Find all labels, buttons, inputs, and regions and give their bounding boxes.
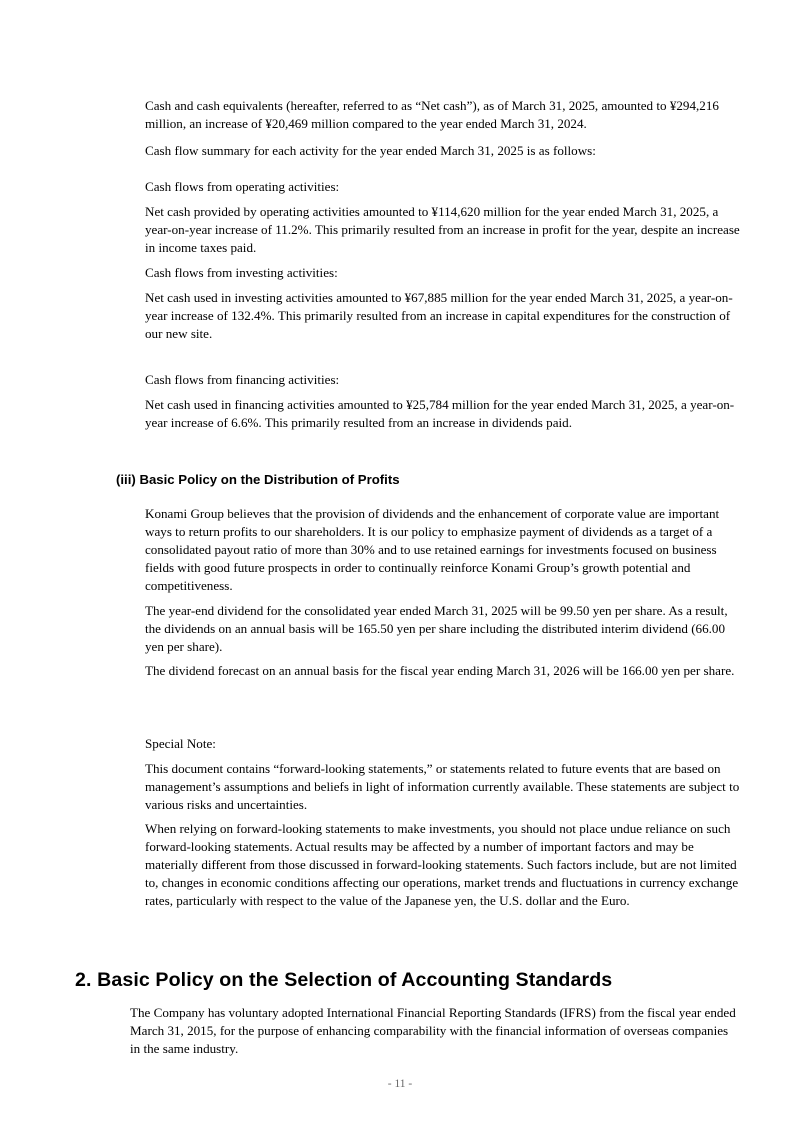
accounting-standards-paragraph: The Company has voluntary adopted International Financial Reporting Standards (IFRS) from the fiscal year ended March 31, 2015, for the purpose of enhancing comparability with the financial information of overseas companies in the same industry. xyxy=(130,1005,736,1056)
cash-flow-summary-intro: Cash flow summary for each activity for the year ended March 31, 2025 is as follows: xyxy=(145,143,596,158)
special-note-heading: Special Note: xyxy=(145,736,216,751)
net-cash-paragraph: Cash and cash equivalents (hereafter, referred to as “Net cash”), as of March 31, 2025, amounted to ¥294,216 million, an increase of ¥20,469 million compared to the year ended March 31, 2024. xyxy=(145,98,719,131)
investing-activities-heading: Cash flows from investing activities: xyxy=(145,265,338,280)
financing-activities-body: Net cash used in financing activities amounted to ¥25,784 million for the year ended March 31, 2025, a year-on-year increase of 6.6%. This primarily resulted from an increase in dividends paid. xyxy=(145,397,735,430)
special-note-paragraph-2: When relying on forward-looking statements to make investments, you should not place undue reliance on such forward-looking statements. Actual results may be affected by a number of important factors and may be materially different from those discussed in forward-looking statements. Such factors include, but are not limited to, changes in economic conditions affecting our operations, market trends and fluctuations in currency exchange rates, particularly with respect to the value of the Japanese yen, the U.S. dollar and the Euro. xyxy=(145,821,739,908)
dividend-forecast-paragraph: The dividend forecast on an annual basis for the fiscal year ending March 31, 2026 will be 166.00 yen per share. xyxy=(145,663,735,678)
section-2-heading: 2. Basic Policy on the Selection of Accounting Standards xyxy=(75,969,613,991)
year-end-dividend-paragraph: The year-end dividend for the consolidated year ended March 31, 2025 will be 99.50 yen per share. As a result, the dividends on an annual basis will be 165.50 yen per share including the distributed interim dividend (66.00 yen per share). xyxy=(145,603,728,654)
financing-activities-heading: Cash flows from financing activities: xyxy=(145,372,340,387)
investing-activities-body: Net cash used in investing activities amounted to ¥67,885 million for the year ended March 31, 2025, a year-on-year increase of 132.4%. This primarily resulted from an increase in capital expenditures for the construction of our new site. xyxy=(145,290,733,341)
special-note-paragraph-1: This document contains “forward-looking statements,” or statements related to future events that are based on management’s assumptions and beliefs in light of information currently available. These statements are subject to various risks and uncertainties. xyxy=(145,761,740,812)
profit-distribution-heading: (iii) Basic Policy on the Distribution of Profits xyxy=(116,472,400,487)
page-number: - 11 - xyxy=(387,1078,413,1090)
dividend-policy-paragraph: Konami Group believes that the provision of dividends and the enhancement of corporate value are important ways to return profits to our shareholders. It is our policy to emphasize payment of dividends as a target of a consolidated payout ratio of more than 30% and to use retained earnings for investments focused on business fields with good future prospects in order to continually reinforce Konami Group’s growth potential and competitiveness. xyxy=(145,506,720,593)
operating-activities-heading: Cash flows from operating activities: xyxy=(145,179,340,194)
operating-activities-body: Net cash provided by operating activities amounted to ¥114,620 million for the year ended March 31, 2025, a year-on-year increase of 11.2%. This primarily resulted from an increase in profit for the year, despite an increase in income taxes paid. xyxy=(145,204,740,255)
